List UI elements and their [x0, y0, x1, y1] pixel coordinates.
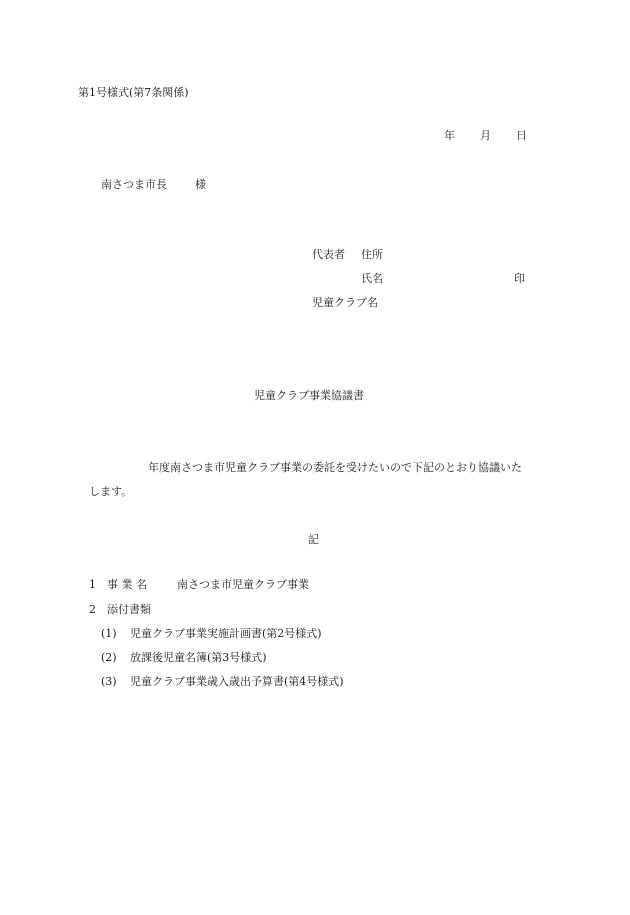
attachment-1-text: 児童クラブ事業実施計画書(第2号様式) [130, 627, 322, 640]
addressee-honorific: 様 [195, 178, 206, 191]
item-2-number: 2 [89, 603, 96, 616]
attachment-1-number: (1) [101, 627, 117, 640]
document-title: 児童クラブ事業協議書 [254, 389, 364, 402]
item-2-label: 添付書類 [107, 603, 151, 616]
attachment-2-number: (2) [101, 651, 117, 664]
seal-mark: 印 [514, 272, 525, 285]
club-name-label: 児童クラブ名 [312, 296, 378, 309]
date-year-label: 年 [444, 129, 455, 142]
form-number: 第1号様式(第7条関係) [78, 86, 189, 99]
addressee-name: 南さつま市長 [101, 178, 167, 191]
item-1-value: 南さつま市児童クラブ事業 [177, 578, 309, 591]
body-text-line-2: します。 [89, 485, 133, 498]
attachment-3-number: (3) [101, 675, 117, 688]
date-day-label: 日 [516, 129, 527, 142]
body-text-line-1: 年度南さつま市児童クラブ事業の委託を受けたいので下記のとおり協議いた [148, 461, 522, 474]
representative-label: 代表者 [312, 248, 345, 261]
date-month-label: 月 [480, 129, 491, 142]
item-1-label: 事 業 名 [107, 578, 147, 591]
ki-heading: 記 [308, 533, 319, 546]
attachment-2-text: 放課後児童名簿(第3号様式) [130, 651, 267, 664]
item-1-number: 1 [89, 578, 96, 591]
address-label: 住所 [361, 248, 383, 261]
name-label: 氏名 [361, 272, 383, 285]
attachment-3-text: 児童クラブ事業歳入歳出予算書(第4号様式) [130, 675, 344, 688]
